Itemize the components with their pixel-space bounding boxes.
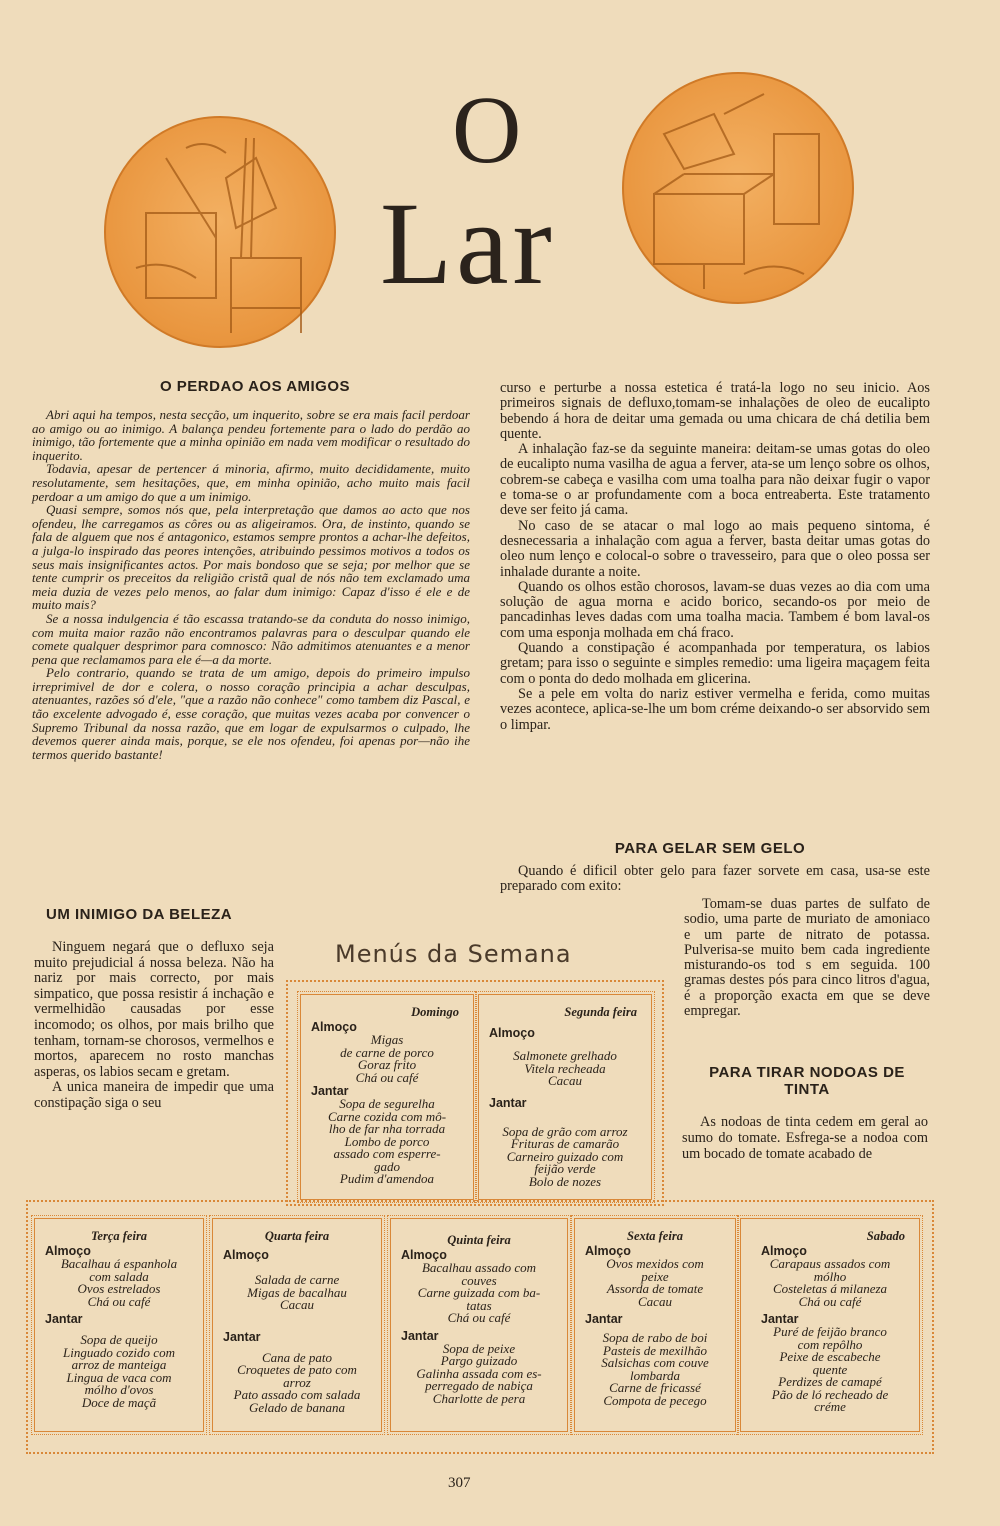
paragraph: Pelo contrario, quando se trata de um amigo, depois do primeiro impulso irreprimivel de dor e colera, o nosso coração principia a achar desculpas, atenuantes, razões só d'ele, "que a razão não conhece" como tambem diz Pascal, e tão excelente advogado é, esse coração, que muitas vezes acaba por convencer o Supremo Tribunal da nossa razão, que em logar de expulsarmos o culpado, lhe devemos querer ainda mais, porque, se ele nos ofendeu, foi apenas por—não ihe termos querido bastante!: [32, 665, 470, 762]
menu-item: Salmonete grelhado: [513, 1048, 617, 1063]
lunch-label: Almoço: [223, 1248, 269, 1262]
menu-item: lho de far nha torrada: [328, 1121, 446, 1136]
article-body-beleza: [34, 940, 274, 1112]
menu-day-terca: [34, 1218, 204, 1432]
illustration-left-vignette: [104, 116, 336, 348]
menu-item: Pasteis de mexilhão: [603, 1342, 707, 1358]
menu-item: Salsichas com couve: [601, 1355, 709, 1370]
menu-item: Vitela recheada: [524, 1060, 606, 1076]
article-heading-beleza: UM INIMIGO DA BELEZA: [46, 906, 233, 923]
paragraph: Ninguem negará que o defluxo seja muito prejudicial á nossa beleza. Não ha nariz por mais correcto, por mais simpatico, que possa resistir á inchação e vermelhidão causadas por esse incomodo; os olhos, por mais brilho que tenham, tornam-se chorosos, vermelhos e mortos, aparecem no rosto manchas asperas, os labios secam e gretam.: [34, 939, 274, 1080]
article-heading-perdao: O PERDAO AOS AMIGOS: [159, 378, 351, 395]
menu-item: de carne de porco: [340, 1044, 434, 1060]
menu-item: gado: [374, 1158, 400, 1174]
menu-item: Assorda de tomate: [606, 1281, 704, 1296]
article-body-right-column: [500, 381, 930, 733]
menu-item: feijão verde: [534, 1161, 596, 1176]
menu-item: assado com esperre-: [333, 1146, 441, 1161]
menu-item: com repôlho: [797, 1336, 863, 1352]
paragraph: Quando a constipação é acompanhada por temperatura, os labios gretam; para isso o seguinte e simples remedio: uma ligeira maçagem feita com o ponta do dedo molhada em glicerina.: [500, 640, 930, 687]
menu-item: Frituras de camarão: [510, 1136, 620, 1151]
paragraph: Quando é dificil obter gelo para fazer sorvete em casa, usa-se este preparado com exito:: [500, 863, 930, 895]
menu-item: arroz de manteiga: [71, 1357, 167, 1372]
day-name: Sexta feira: [627, 1229, 683, 1243]
menu-item: créme: [814, 1399, 846, 1414]
article-heading-nodoas: [682, 1064, 932, 1098]
lunch-label: Almoço: [401, 1248, 447, 1262]
article-body-gelar: [684, 897, 930, 1019]
article-intro-gelar: [500, 864, 930, 895]
menu-item: Migas: [370, 1032, 404, 1047]
menu-item: Sopa de peixe: [442, 1340, 516, 1356]
menu-item: perregado de nabiça: [425, 1378, 533, 1393]
paragraph: Quasi sempre, somos nós que, pela interpretação que damos ao acto que nos ofendeu, lhe carregamos as côres ou as aligeiramos. Ora, de instinto, quando se fala de alguem que nos é antagonico, estamos sempre prontos a achar-lhe defeitos, a julga-lo inspirado das peores intenções, atribuindo pessimos motivos a todos os seus mais insignificantes actos. Por mais bondoso que se seja; por melhor que se tente cumprir os preceitos da religião cristã qual de nós não tem exclamado uma meia duzia de vezes pelo menos, ao falar dum inimigo: Capaz d'isso é ele e de muito mais?: [32, 502, 470, 613]
menu-item: Carneiro guizado com: [506, 1148, 624, 1164]
day-name: Quinta feira: [447, 1233, 511, 1247]
dinner-label: Jantar: [489, 1095, 527, 1110]
menu-item: Cacau: [280, 1297, 314, 1312]
menu-item: quente: [812, 1361, 848, 1377]
menu-item: Chá ou café: [355, 1069, 419, 1085]
menu-item: Migas de bacalhau: [247, 1284, 347, 1300]
menu-item: Cacau: [638, 1293, 672, 1309]
day-name: Sabado: [866, 1229, 905, 1243]
heading-line: PARA TIRAR NODOAS DE: [709, 1064, 905, 1081]
paragraph: As nodoas de tinta cedem em geral ao sumo do tomate. Esfrega-se a nodoa com um bocado de tomate acabado de: [682, 1114, 928, 1162]
room-scene-right-icon: [624, 74, 852, 302]
day-name: Terça feira: [90, 1229, 148, 1243]
menu-item: Cacau: [548, 1073, 582, 1088]
article-body-nodoas: [682, 1114, 928, 1162]
dinner-label: Jantar: [761, 1312, 799, 1326]
lunch-label: Almoço: [311, 1020, 357, 1034]
menu-item: Galinha assada com es-: [416, 1365, 542, 1381]
menu-item: Gelado de banana: [248, 1399, 346, 1415]
menu-item: Pato assado com salada: [233, 1387, 361, 1402]
menu-item: Carne cozida com mô-: [327, 1108, 447, 1124]
menu-item: Compota de pecego: [603, 1392, 707, 1408]
menu-item: Salada de carne: [254, 1272, 340, 1287]
menu-item: Carne guizada com ba-: [417, 1285, 541, 1300]
menu-item: Costeletas á milaneza: [772, 1281, 888, 1296]
menu-item: peixe: [641, 1268, 669, 1284]
menu-item: Chá ou café: [447, 1310, 511, 1325]
menu-item: Sopa de rabo de boi: [602, 1330, 708, 1345]
dinner-label: Jantar: [223, 1329, 261, 1344]
dinner-label: Jantar: [585, 1312, 623, 1326]
menu-item: Charlotte de pera: [432, 1390, 526, 1406]
day-name: Domingo: [411, 1005, 459, 1019]
menu-item: com salada: [89, 1268, 149, 1284]
menu-item: Chá ou café: [798, 1293, 862, 1309]
dinner-label: Jantar: [311, 1084, 349, 1098]
menu-item: couves: [461, 1272, 497, 1288]
menu-item: Ovos mexidos com: [606, 1256, 704, 1271]
menu-day-quinta: [390, 1218, 568, 1432]
menu-item: Peixe de escabeche: [779, 1349, 881, 1364]
menu-day-segunda: [478, 994, 652, 1200]
paragraph: Quando os olhos estão chorosos, lavam-se duas vezes ao dia com uma solução de agua morna e acido borico, secando-os por meio de pancadinhas leves dadas com uma toalha macia. Tambem é bom laval-os com uma esponja molhada em chá fraco.: [500, 578, 930, 641]
masthead-title: Lar: [380, 178, 556, 309]
paragraph: curso e perturbe a nossa estetica é tratá-la logo no seu inicio. Aos primeiros signais de defluxo,tomam-se inhalações de oleo de eucalipto bebendo á hora de deitar uma gemada ou uma chicara de chá detilia bem quente.: [500, 380, 930, 442]
menu-item: Bacalhau á espanhola: [60, 1256, 178, 1271]
heading-line: TINTA: [784, 1081, 830, 1098]
menus-title: Menús da Semana: [335, 940, 572, 968]
paragraph: No caso de se atacar o mal logo ao mais pequeno sintoma, é desnecessaria a inhalação com agua a ferver, basta deitar umas gotas do oleo num lenço e colocal-o sobre o travesseiro, para que o oleo possa ser inhalade durante a noite.: [500, 517, 930, 580]
paragraph: Todavia, apesar de pertencer á minoria, afirmo, muito decididamente, muito resolutamente, sem hesitações, que, em minha opinião, acho muito mais facil perdoar a um amigo do que a um inimigo.: [32, 461, 470, 504]
illustration-right-vignette: [622, 72, 854, 304]
menu-item: Doce de maçã: [81, 1394, 157, 1410]
menu-item: Carne de fricassé: [609, 1380, 701, 1395]
masthead-letter-o: O: [452, 76, 522, 183]
menu-item: Perdizes de camapé: [778, 1374, 882, 1389]
menu-item: Sopa de queijo: [80, 1332, 158, 1347]
menu-item: Sopa de segurelha: [339, 1096, 435, 1111]
page-number: 307: [448, 1475, 471, 1491]
menu-item: Ovos estrelados: [77, 1281, 161, 1296]
menu-item: Pargo guizado: [440, 1353, 518, 1368]
menu-day-domingo: [300, 994, 474, 1200]
day-name: Segunda feira: [564, 1005, 637, 1019]
menu-item: Carapaus assados com: [769, 1256, 891, 1271]
room-scene-left-icon: [106, 118, 334, 346]
article-body-perdao: [32, 408, 470, 761]
menu-item: Goraz frito: [357, 1057, 417, 1072]
dinner-label: Jantar: [401, 1328, 439, 1343]
menu-item: Pudim d'amendoa: [339, 1171, 435, 1186]
menu-item: Lingua de vaca com: [66, 1369, 172, 1385]
menu-item: tatas: [466, 1297, 492, 1313]
menu-item: Lombo de porco: [344, 1133, 430, 1149]
menu-item: Pão de ló recheado de: [771, 1386, 889, 1402]
paragraph: A unica maneira de impedir que uma constipação siga o seu: [34, 1079, 274, 1111]
menu-item: mólho: [813, 1268, 847, 1284]
menu-day-sexta: [574, 1218, 736, 1432]
paragraph: A inhalação faz-se da seguinte maneira: deitam-se umas gotas do oleo de eucalipto numa vasilha de agua a ferver, ata-se um lenço sobre os olhos, cobrem-se cabeça e vasilha com uma toalha para não deixar fugir o vapor e toma-se o ar profundamente com a boca entreaberta. Este tratamento deve ser feito já cama.: [500, 441, 930, 519]
menu-item: arroz: [283, 1374, 311, 1390]
lunch-label: Almoço: [45, 1244, 91, 1258]
menu-item: Bolo de nozes: [528, 1173, 602, 1189]
day-name: Quarta feira: [264, 1229, 330, 1243]
menu-item: lombarda: [629, 1367, 681, 1383]
paragraph: Abri aqui ha tempos, nesta secção, um inquerito, sobre se era mais facil perdoar ao amigo ou ao inimigo. A balança pendeu fortemente para o lado do perdão ao inimigo, tão fortemente que a minha opinião em nada vem modificar o resultado do inquerito.: [32, 407, 470, 463]
menu-item: mólho d'ovos: [84, 1382, 154, 1397]
lunch-label: Almoço: [761, 1244, 807, 1258]
lunch-label: Almoço: [489, 1026, 535, 1040]
menu-item: Chá ou café: [87, 1293, 151, 1309]
paragraph: Tomam-se duas partes de sulfato de sodio, uma parte de muriato de amoniaco e um parte de nitrato de potassa. Pulverisa-se muito bem cada ingrediente misturando-os tod s em seguida. 100 gramas destes pós para cinco litros d'agua, é a proporção exacta em que se deve empregar.: [684, 896, 930, 1020]
menu-day-quarta: [212, 1218, 382, 1432]
menu-item: Croquetes de pato com: [237, 1362, 357, 1377]
article-heading-gelar: PARA GELAR SEM GELO: [614, 840, 806, 857]
menu-day-sabado: [740, 1218, 920, 1432]
menu-item: Bacalhau assado com: [421, 1260, 537, 1275]
menu-item: Linguado cozido com: [63, 1344, 175, 1360]
menu-item: Cana de pato: [261, 1349, 333, 1365]
paragraph: Se a nossa indulgencia é tão escassa tratando-se da conduta do nosso inimigo, com muita maior razão não encontramos palavras para o desculpar quando ele comete qualquer desprimor para comnosco: Não admitimos atenuantes e a menor pena que reclamamos para ele é—a da morte.: [32, 610, 470, 667]
menu-item: Puré de feijão branco: [773, 1324, 887, 1339]
lunch-label: Almoço: [585, 1244, 631, 1258]
dinner-label: Jantar: [45, 1312, 83, 1326]
paragraph: Se a pele em volta do nariz estiver vermelha e ferida, como muitas vezes acontece, aplica-se-lhe um bom créme deixando-o ser absorvido sem o limpar.: [500, 685, 930, 733]
menu-item: Sopa de grão com arroz: [502, 1123, 628, 1139]
